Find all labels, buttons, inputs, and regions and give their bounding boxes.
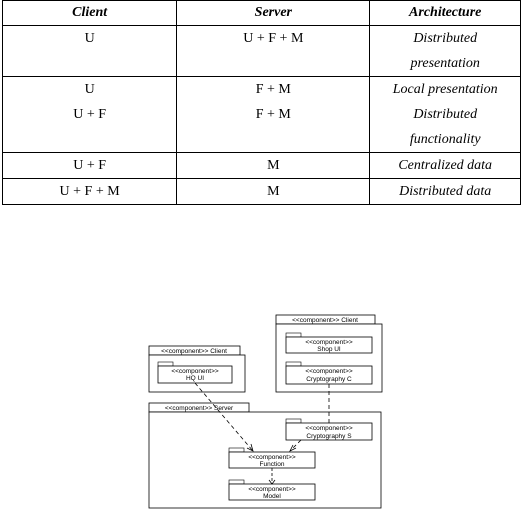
cell-text: U (84, 31, 95, 46)
component-stereotype: <<component>> (305, 339, 353, 346)
cell-text: Local presentation (392, 82, 498, 97)
component-tab (286, 419, 301, 423)
cell-text: F + M (255, 107, 291, 122)
component-stereotype: <<component>> (171, 368, 219, 375)
component-name: Cryptography S (306, 433, 352, 440)
cell-text: presentation (410, 56, 480, 71)
component-stereotype: <<component>> (305, 425, 353, 432)
cell-text: M (267, 184, 280, 199)
cell-text: Distributed data (399, 184, 492, 199)
component-name: Shop UI (317, 346, 341, 353)
component-name: Model (263, 493, 281, 500)
component-name: Function (259, 461, 285, 468)
component-tab (229, 480, 244, 484)
component-tab (158, 362, 173, 366)
cell-text: U + F (73, 107, 107, 122)
header-architecture: Architecture (370, 1, 521, 26)
cell-text: M (267, 158, 280, 173)
cell-text: Centralized data (398, 158, 493, 173)
cell-text: U + F (73, 158, 107, 173)
component-name: Cryptography C (306, 376, 352, 383)
cell-text: Distributed (413, 31, 478, 46)
package-label: <<component>> Client (161, 348, 227, 355)
header-server: Server (177, 1, 370, 26)
component-name: HQ UI (185, 375, 205, 382)
component-stereotype: <<component>> (305, 368, 353, 375)
cell-text: functionality (409, 132, 481, 147)
component-tab (229, 448, 244, 452)
cell-text: F + M (255, 82, 291, 97)
package-label: <<component>> Client (292, 317, 358, 324)
cell-text: U + F + M (243, 31, 304, 46)
component-stereotype: <<component>> (248, 486, 296, 493)
component-tab (286, 362, 301, 366)
component-stereotype: <<component>> (248, 454, 296, 461)
package-label: <<component>> Server (164, 405, 234, 412)
header-client: Client (3, 1, 177, 26)
cell-text: U (84, 82, 95, 97)
component-tab (286, 333, 301, 337)
cell-text: U + F + M (59, 184, 120, 199)
cell-text: Distributed (413, 107, 478, 122)
